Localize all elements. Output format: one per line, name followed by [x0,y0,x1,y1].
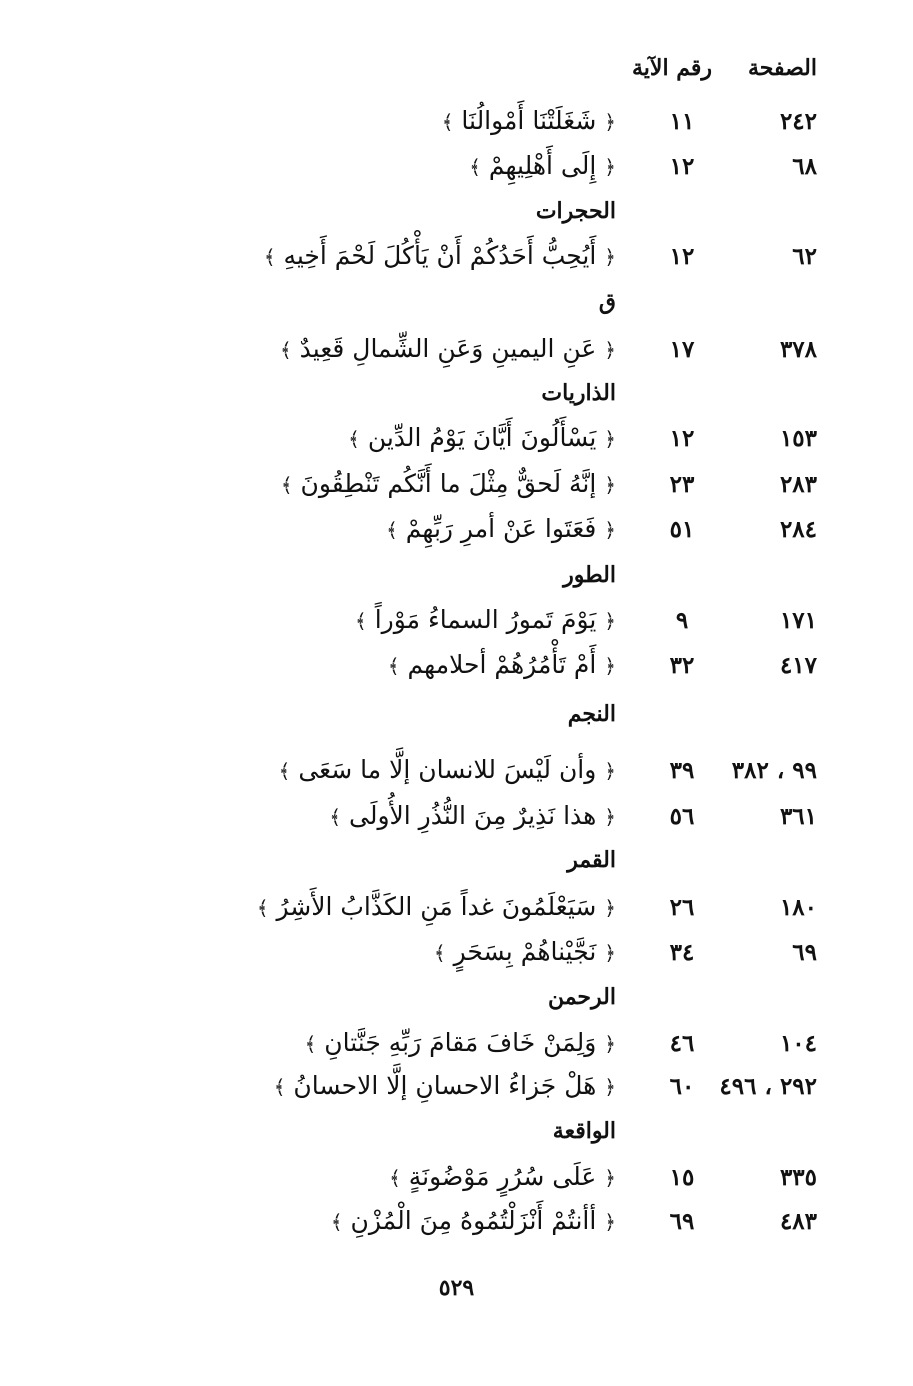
verse-phrase: يَوْمَ تَمورُ السماءُ مَوْراً [374,605,597,634]
open-bracket: ﴿ [604,473,616,497]
surah-heading: النجم [567,701,616,727]
verse-text [281,469,616,498]
page-number: ١٥٣ [779,425,817,452]
open-bracket: ﴿ [604,941,616,965]
verse-text [279,755,616,784]
close-bracket: ﴾ [280,473,293,497]
page-number: ١٧١ [779,607,817,634]
verse-text [348,423,616,452]
verse-number: ٥٦ [669,803,695,830]
close-bracket: ﴾ [355,609,367,633]
verse-text [355,605,616,634]
open-bracket: ﴿ [604,759,616,783]
close-bracket: ﴾ [389,1166,401,1190]
verse-number: ١٢ [669,153,695,180]
verse-number: ١١ [669,108,695,135]
verse-text [257,892,616,921]
verse-phrase: أَيُحِبُّ أَحَدُكُمْ أَنْ يَأْكُلَ لَحْمَ أَخِيهِ [283,241,597,270]
close-bracket: ﴾ [273,1075,286,1099]
close-bracket: ﴾ [441,110,454,134]
verse-phrase: إِلَى أَهْلِيهِمْ [488,151,597,180]
open-bracket: ﴿ [604,427,616,451]
close-bracket: ﴾ [279,338,292,362]
verse-phrase: عَلَى سُرُرٍ مَوْضُونَةٍ [408,1162,597,1191]
verse-number: ٢٣ [669,471,695,498]
verse-column-header: رقم الآية [631,55,713,81]
surah-heading: الواقعة [552,1118,616,1144]
verse-phrase: وأن لَيْسَ للانسان إلَّا ما سَعَى [298,755,597,784]
open-bracket: ﴿ [604,1166,616,1190]
open-bracket: ﴿ [604,1032,616,1056]
open-bracket: ﴿ [604,896,616,920]
open-bracket: ﴿ [604,245,616,269]
verse-number: ٩ [675,607,689,634]
open-bracket: ﴿ [604,518,616,542]
close-bracket: ﴾ [386,518,398,542]
open-bracket: ﴿ [604,805,616,829]
verse-phrase: إنَّهُ لَحقٌّ مِثْلَ ما أَنَّكُم تَنْطِقُونَ [300,469,597,498]
verse-number: ١٢ [669,243,695,270]
page-number: ٣٧٨ [779,336,817,363]
close-bracket: ﴾ [329,805,342,829]
verse-phrase: نَجَّيْناهُمْ بِسَحَرٍ [453,937,597,966]
page-number: ٢٩٢ ، ٤٩٦ [719,1073,817,1100]
close-bracket: ﴾ [263,245,276,269]
verse-number: ١٥ [669,1164,695,1191]
open-bracket: ﴿ [604,1210,616,1234]
page-number: ٦٨ [792,153,817,180]
page-number: ٩٩ ، ٣٨٢ [731,757,817,784]
verse-text [331,1206,616,1235]
verse-phrase: سَيَعْلَمُونَ غداً مَنِ الكَذَّابُ الأَشِرُ [276,892,597,921]
page-number: ١٨٠ [779,894,817,921]
surah-heading: الرحمن [547,984,616,1010]
verse-text [305,1028,616,1057]
verse-number: ٤٦ [669,1030,695,1057]
verse-number: ٢٦ [669,894,695,921]
verse-number: ٣٢ [669,652,695,679]
verse-number: ٥١ [669,516,695,543]
verse-text [274,1071,616,1100]
close-bracket: ﴾ [304,1032,317,1056]
open-bracket: ﴿ [604,654,616,678]
surah-heading: الحجرات [535,198,616,224]
verse-text [469,151,616,180]
surah-heading: الطور [563,562,616,588]
verse-text [264,241,616,270]
open-bracket: ﴿ [604,110,616,134]
close-bracket: ﴾ [387,654,400,678]
surah-heading: القمر [567,847,616,873]
verse-number: ٣٤ [669,939,695,966]
page-number: ٢٤٢ [779,108,817,135]
page-number: ٣٦١ [779,803,817,830]
verse-text [386,514,616,543]
page-number: ٤١٧ [779,652,817,679]
verse-text [442,106,616,135]
verse-text [280,334,616,363]
close-bracket: ﴾ [433,941,446,965]
page-footer-number: ٥٢٩ [438,1275,475,1301]
open-bracket: ﴿ [604,338,616,362]
page-number: ٣٣٥ [779,1164,817,1191]
open-bracket: ﴿ [604,1075,616,1099]
open-bracket: ﴿ [604,609,616,633]
verse-text [434,937,616,966]
page-number: ٢٨٣ [779,471,817,498]
page-number: ١٠٤ [779,1030,817,1057]
verse-phrase: فَعَتَوا عَنْ أمرِ رَبِّهِمْ [405,514,597,543]
verse-phrase: يَسْأَلُونَ أَيَّانَ يَوْمُ الدِّين [367,423,597,452]
open-bracket: ﴿ [604,155,616,179]
page-number: ٦٩ [792,939,817,966]
close-bracket: ﴾ [278,759,291,783]
verse-text [389,1162,616,1191]
verse-text [388,650,616,679]
verse-phrase: وَلِمَنْ خَافَ مَقامَ رَبِّهِ جَنَّتانِ [324,1028,597,1057]
verse-phrase: شَغَلَتْنَا أَمْوالُنَا [461,106,597,135]
close-bracket: ﴾ [256,896,269,920]
verse-phrase: هَلْ جَزاءُ الاحسانِ إلَّا الاحسانُ [293,1071,597,1100]
verse-number: ١٢ [669,425,695,452]
page-column-header: الصفحة [747,55,817,81]
verse-number: ٦٩ [669,1208,695,1235]
surah-heading: الذاريات [541,380,616,406]
verse-phrase: أَمْ تَأْمُرُهُمْ أحلامهم [407,650,597,679]
close-bracket: ﴾ [469,155,481,179]
surah-heading: ق [598,289,616,315]
verse-number: ١٧ [669,336,695,363]
verse-number: ٣٩ [669,757,695,784]
close-bracket: ﴾ [348,427,360,451]
verse-number: ٦٠ [669,1073,695,1100]
page-number: ٦٢ [792,243,817,270]
verse-phrase: أأنتُمْ أَنْزَلْتُمُوهُ مِنَ الْمُزْنِ [350,1206,597,1235]
verse-text [329,801,616,830]
verse-phrase: عَنِ اليمينِ وَعَنِ الشِّمالِ قَعِيدٌ [299,334,597,363]
page-number: ٢٨٤ [779,516,817,543]
verse-phrase: هذا نَذِيرٌ مِنَ النُّذُرِ الأُولَى [349,801,597,830]
page-number: ٤٨٣ [779,1208,817,1235]
close-bracket: ﴾ [330,1210,343,1234]
